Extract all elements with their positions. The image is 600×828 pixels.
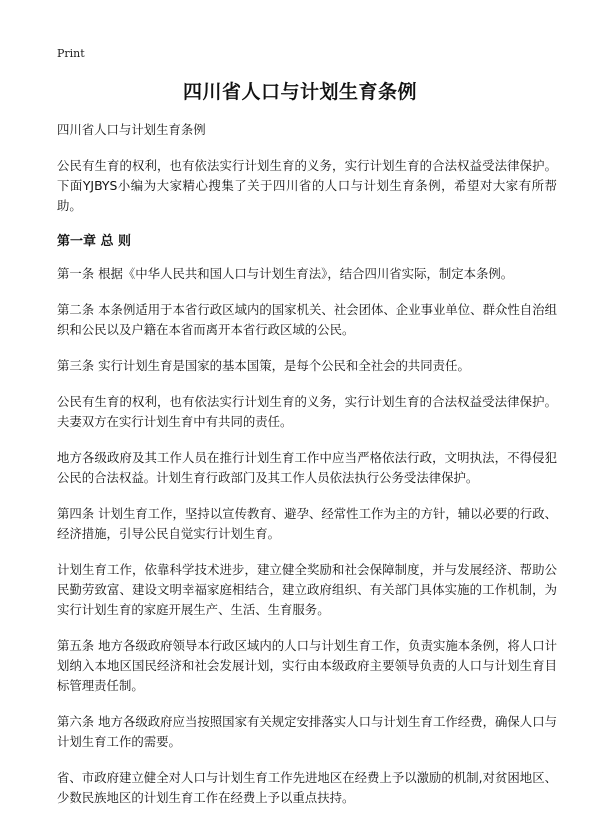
article-6-para-2: 省、市政府建立健全对人口与计划生育工作先进地区在经费上予以激励的机制,对贫困地区、少数民族地区的计划生育工作在经费上予以重点扶持。 [57,770,557,805]
chapter-heading: 第一章 总 则 [57,234,132,249]
intro-subtitle: 四川省人口与计划生育条例 [57,122,206,137]
article-4: 第四条 计划生育工作，坚持以宣传教育、避孕、经常性工作为主的方针，辅以必要的行政、经济措施，引导公民自觉实行计划生育。 [57,506,557,541]
article-5: 第五条 地方各级政府领导本行政区域内的人口与计划生育工作，负责实施本条例，将人口计划纳入本地区国民经济和社会发展计划，实行由本级政府主要领导负责的人口与计划生育目标管理责任制。 [57,638,557,693]
document-body [57,120,557,824]
article-3-para-2: 公民有生育的权利，也有依法实行计划生育的义务，实行计划生育的合法权益受法律保护。夫妻双方在实行计划生育中有共同的责任。 [57,394,557,429]
intro-lead: 公民有生育的权利，也有依法实行计划生育的义务，实行计划生育的合法权益受法律保护。下面YJBYS小编为大家精心搜集了关于四川省的人口与计划生育条例，希望对大家有所帮助。 [57,158,557,213]
article-3: 第三条 实行计划生育是国家的基本国策，是每个公民和全社会的共同责任。 [57,358,470,373]
page-title: 四川省人口与计划生育条例 [182,81,417,103]
article-3-para-3: 地方各级政府及其工作人员在推行计划生育工作中应当严格依法行政，文明执法，不得侵犯公民的合法权益。计划生育行政部门及其工作人员依法执行公务受法律保护。 [57,450,557,485]
article-2: 第二条 本条例适用于本省行政区域内的国家机关、社会团体、企业事业单位、群众性自治组织和公民以及户籍在本省而离开本省行政区域的公民。 [57,302,557,337]
article-6: 第六条 地方各级政府应当按照国家有关规定安排落实人口与计划生育工作经费，确保人口与计划生育工作的需要。 [57,714,557,749]
article-1: 第一条 根据《中华人民共和国人口与计划生育法》，结合四川省实际，制定本条例。 [57,266,514,281]
article-4-para-2: 计划生育工作，依靠科学技术进步，建立健全奖励和社会保障制度，并与发展经济、帮助公民勤劳致富、建设文明幸福家庭相结合，建立政府组织、有关部门具体实施的工作机制，为实行计划生育的家庭开展生产、生活、生育服务。 [57,562,557,617]
print-label[interactable]: Print [57,47,85,60]
